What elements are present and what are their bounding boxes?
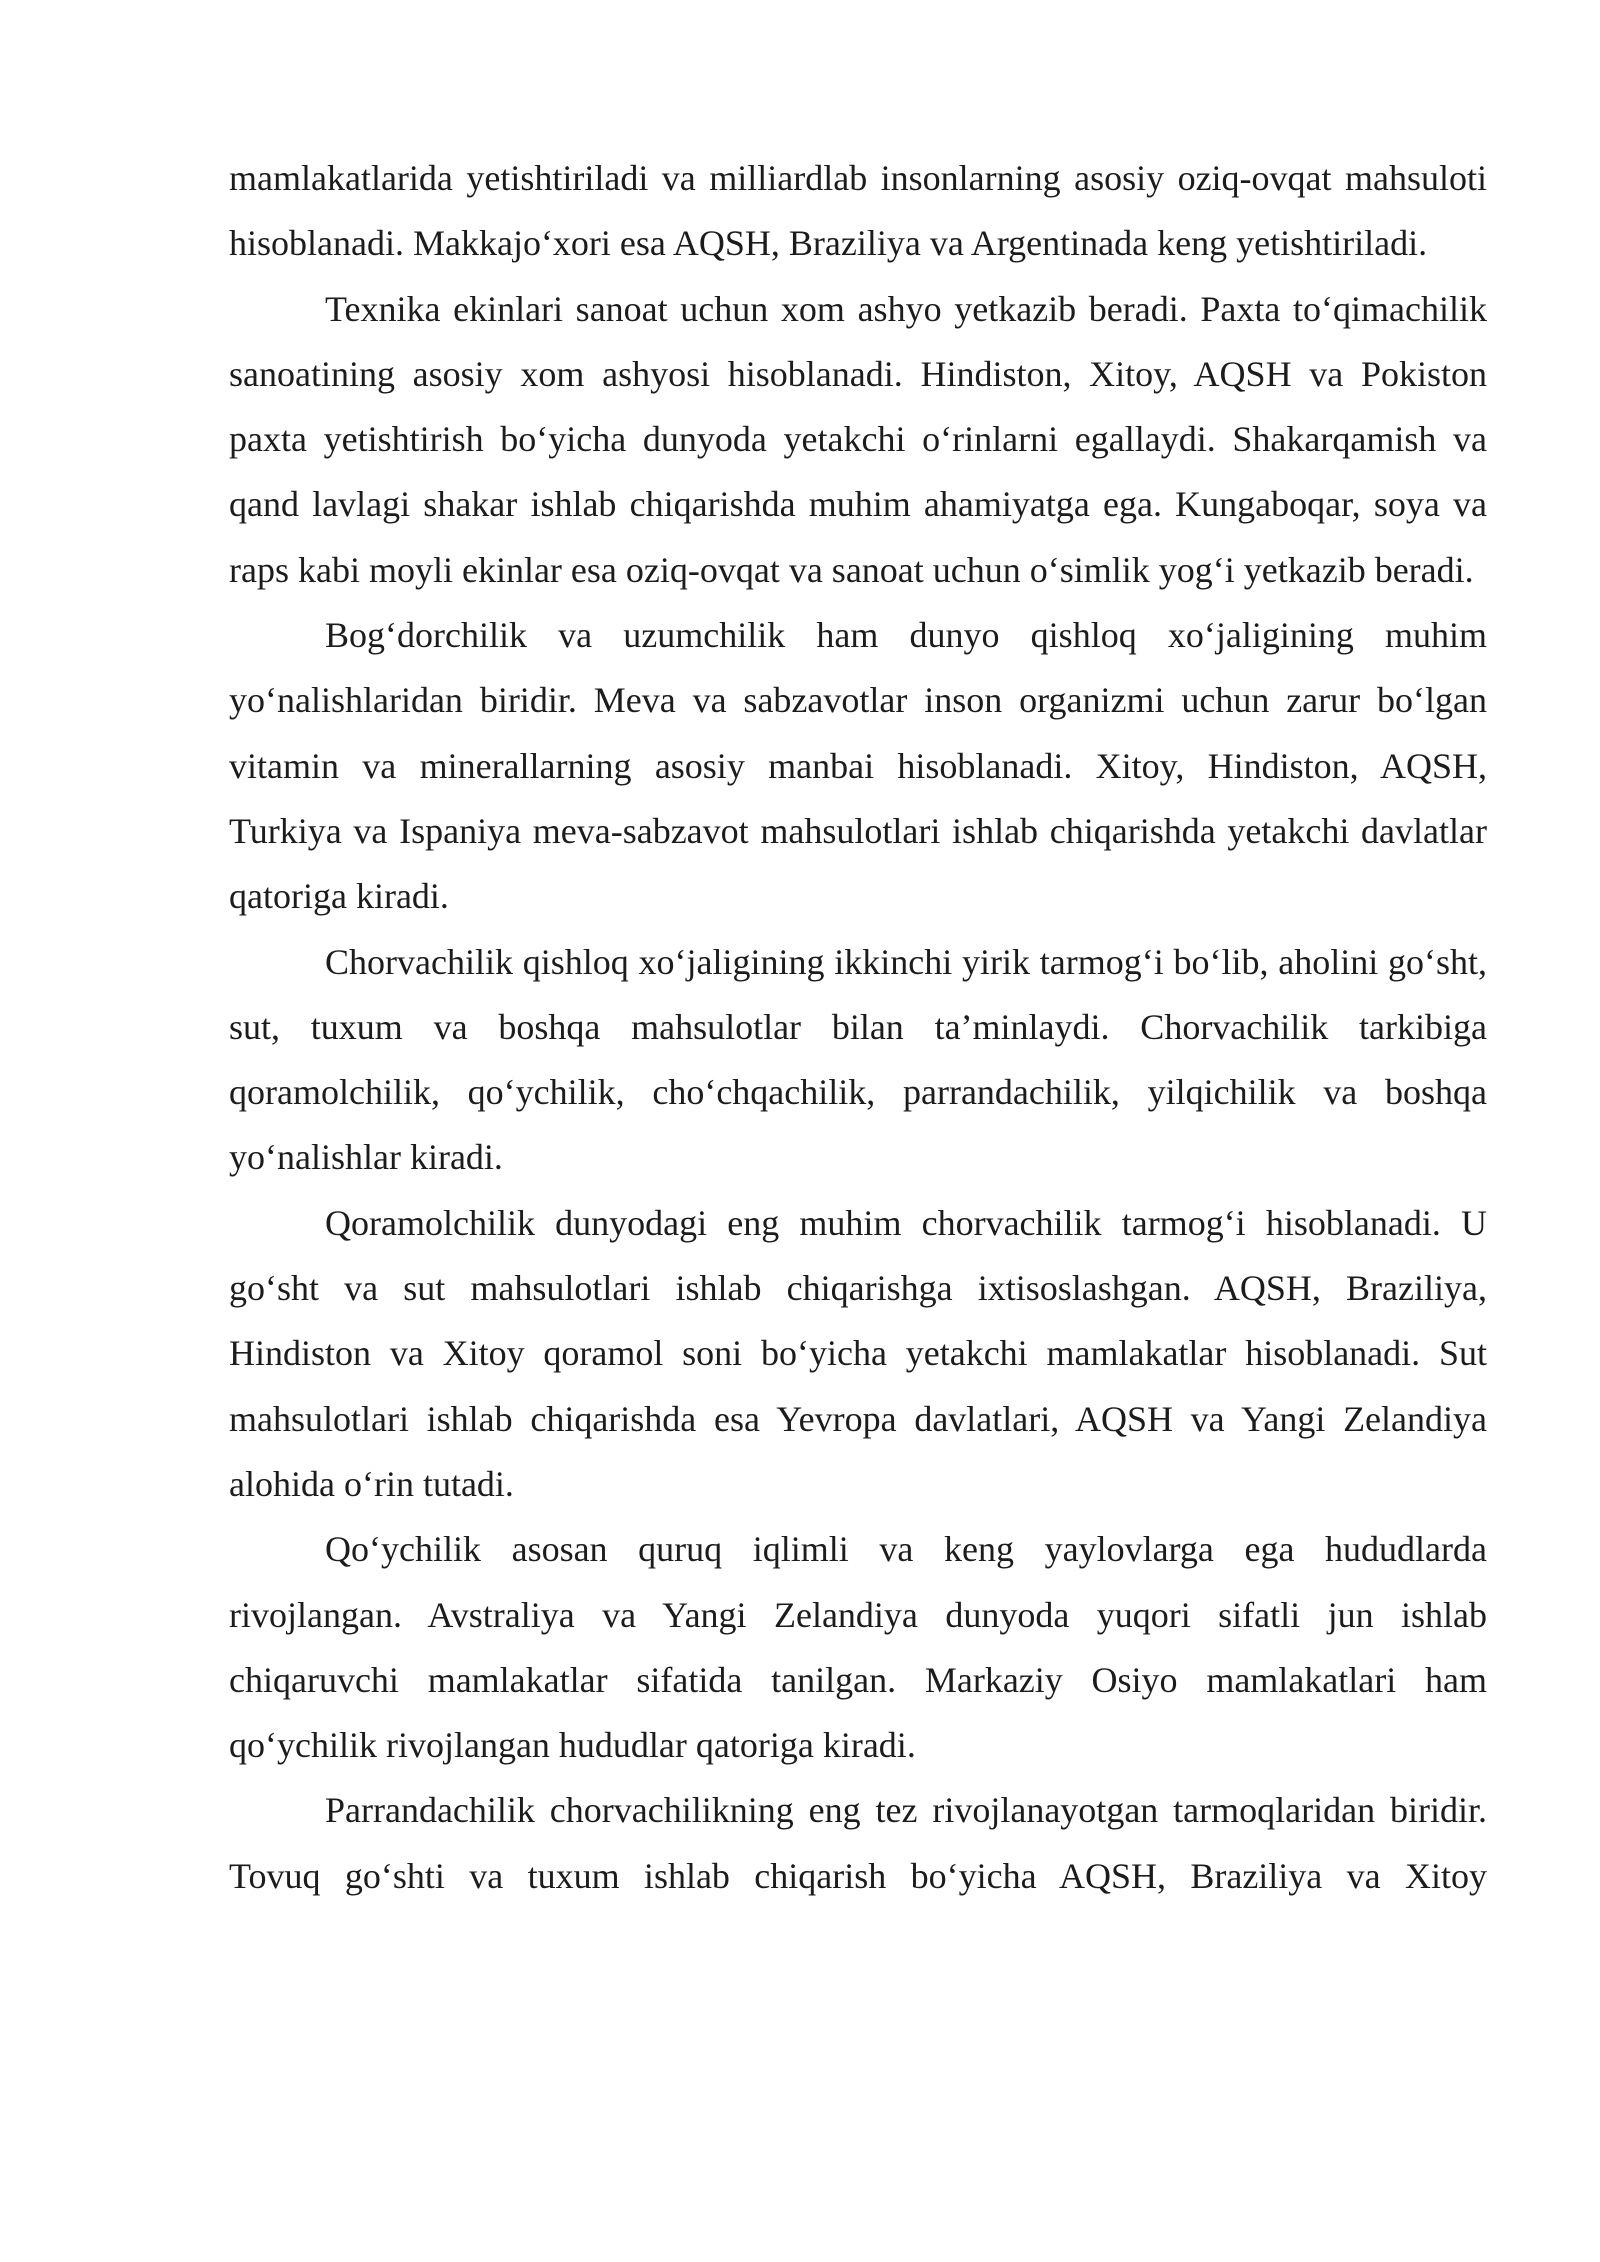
paragraph-livestock: Chorvachilik qishloq xo‘jaligining ikkinchi yirik tarmog‘i bo‘lib, aholini go‘sht, sut, tuxum va boshqa mahsulotlar bilan ta’minlaydi. Chorvachilik tarkibiga qoramolchilik, qo‘ychilik, cho‘chqachilik, parrandachilik, yilqichilik va boshqa yo‘nalishlar kiradi. [229,941,1487,1178]
paragraph-cattle-breeding: Qoramolchilik dunyodagi eng muhim chorvachilik tarmog‘i hisoblanadi. U go‘sht va sut mahsulotlari ishlab chiqarishga ixtisoslashgan. AQSH, Braziliya, Hindiston va Xitoy qoramol soni bo‘yicha yetakchi mamlakatlar hisoblanadi. Sut mahsulotlari ishlab chiqarishda esa Yevropa davlatlari, AQSH va Yangi Zelandiya alohida o‘rin tutadi. [229,1202,1487,1504]
paragraph-sheep-breeding: Qo‘ychilik asosan quruq iqlimli va keng yaylovlarga ega hududlarda rivojlangan. Avstraliya va Yangi Zelandiya dunyoda yuqori sifatli jun ishlab chiqaruvchi mamlakatlar sifatida tanilgan. Markaziy Osiyo mamlakatlari ham qo‘ychilik rivojlangan hududlar qatoriga kiradi. [229,1529,1487,1766]
paragraph-grain-producers: mamlakatlarida yetishtiriladi va milliardlab insonlarning asosiy oziq-ovqat mahsuloti hisoblanadi. Makkajo‘xori esa AQSH, Braziliya va Argentinada keng yetishtiriladi. [229,158,1487,264]
paragraph-horticulture: Bog‘dorchilik va uzumchilik ham dunyo qishloq xo‘jaligining muhim yo‘nalishlaridan biridir. Meva va sabzavotlar inson organizmi uchun zarur bo‘lgan vitamin va minerallarning asosiy manbai hisoblanadi. Xitoy, Hindiston, AQSH, Turkiya va Ispaniya meva-sabzavot mahsulotlari ishlab chiqarishda yetakchi davlatlar qatoriga kiradi. [229,615,1487,917]
paragraph-poultry: Parrandachilik chorvachilikning eng tez rivojlanayotgan tarmoqlaridan biridir. Tovuq go‘shti va tuxum ishlab chiqarish bo‘yicha AQSH, Braziliya va Xitoy [229,1790,1487,1896]
paragraph-industrial-crops: Texnika ekinlari sanoat uchun xom ashyo yetkazib beradi. Paxta to‘qimachilik sanoatining asosiy xom ashyosi hisoblanadi. Hindiston, Xitoy, AQSH va Pokiston paxta yetishtirish bo‘yicha dunyoda yetakchi o‘rinlarni egallaydi. Shakarqamish va qand lavlagi shakar ishlab chiqarishda muhim ahamiyatga ega. Kungaboqar, soya va raps kabi moyli ekinlar esa oziq-ovqat va sanoat uchun o‘simlik yog‘i yetkazib beradi. [229,288,1487,590]
document-body [229,146,1487,1909]
